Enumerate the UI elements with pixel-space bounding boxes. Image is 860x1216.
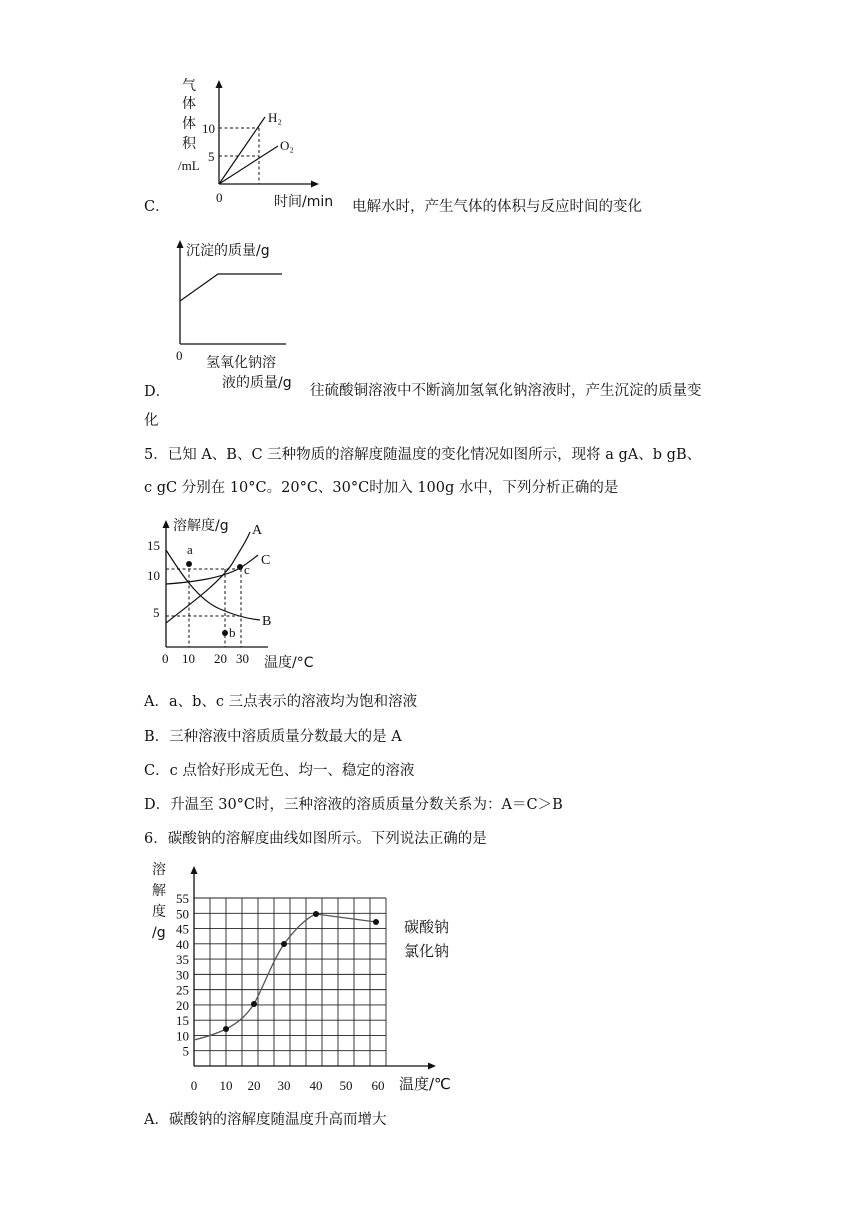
x-tick-label: 50 (339, 1078, 353, 1093)
y-label-char-1: 溶 (152, 862, 166, 878)
y-tick-label: 55 (176, 891, 189, 906)
h2-line (219, 117, 265, 184)
y-label-char-2: 解 (152, 883, 166, 899)
ytick-5: 5 (153, 605, 160, 620)
curve-b-label: B (262, 614, 272, 629)
solubility-curve (194, 914, 376, 1040)
q5-option-c: C．c 点恰好形成无色、均一、稳定的溶液 (144, 763, 415, 779)
q5-stem-1: 5．已知 A、B、C 三种物质的溶解度随温度的变化情况如图所示，现将 a gA、b gB、 (144, 447, 702, 463)
x-tick-label: 0 (190, 1078, 198, 1093)
curve-c-label: C (261, 553, 271, 568)
x-tick-label: 60 (371, 1078, 385, 1093)
y-tick-label: 40 (176, 936, 189, 952)
y-tick-labels (176, 891, 189, 1059)
h2-label: H₂ (268, 110, 282, 125)
q5-option-a: A．a、b、c 三点表示的溶液均为饱和溶液 (144, 694, 418, 710)
x-axis-label: 温度/°C (264, 655, 314, 671)
x-axis-label-line1: 氢氧化钠溶 (206, 355, 276, 371)
point-b-label: b (229, 625, 236, 640)
y-axis-arrow (163, 520, 170, 528)
origin-label: 0 (176, 348, 183, 363)
ytick-5: 5 (208, 149, 215, 164)
y-label-char-3: 度 (152, 904, 166, 920)
x-tick-labels (191, 1078, 385, 1093)
data-point-40 (313, 911, 319, 917)
y-label-char-1: 气 (182, 79, 196, 94)
y-tick-label: 35 (176, 952, 189, 968)
y-axis-arrow (216, 80, 223, 88)
o2-label: O₂ (280, 138, 294, 153)
data-point-60 (373, 919, 379, 925)
xtick-30: 30 (236, 651, 249, 666)
x-axis-label: 时间/min (274, 194, 334, 210)
q5-option-d: D．升温至 30°C时，三种溶液的溶质质量分数关系为：A＝C＞B (144, 797, 563, 813)
xtick-20: 20 (214, 651, 227, 666)
q5-stem-2: c gC 分别在 10°C。20°C、30°C时加入 100g 水中，下列分析正确的是 (144, 480, 619, 496)
point-a (186, 561, 192, 567)
sodium-carbonate-chart (140, 858, 470, 1098)
y-axis-arrow (191, 866, 198, 874)
ytick-10: 10 (147, 568, 160, 583)
x-axis-arrow (428, 1063, 436, 1070)
option-c-text: 电解水时，产生气体的体积与反应时间的变化 (352, 199, 642, 215)
curve-a (166, 532, 250, 623)
origin-label: 0 (216, 190, 223, 205)
y-tick-label: 5 (182, 1043, 189, 1059)
q6-stem: 6．碳酸钠的溶解度曲线如图所示。下列说法正确的是 (144, 831, 487, 847)
y-axis-label: 溶解度/g (173, 518, 229, 534)
x-tick-label: 30 (277, 1078, 291, 1093)
y-tick-label: 50 (176, 906, 189, 922)
y-tick-label: 15 (176, 1013, 189, 1029)
y-tick-label: 20 (176, 997, 189, 1013)
q6-option-a: A．碳酸钠的溶解度随温度升高而增大 (144, 1112, 387, 1128)
ytick-10: 10 (202, 121, 215, 136)
data-point-10 (223, 1026, 229, 1032)
point-a-label: a (187, 542, 193, 557)
q5-option-b: B．三种溶液中溶质质量分数最大的是 A (144, 729, 402, 745)
y-label-char-4: 积 (182, 137, 196, 152)
x-tick-label: 10 (219, 1078, 233, 1093)
y-tick-label: 25 (176, 982, 189, 998)
electrolysis-chart (170, 72, 350, 214)
point-c-label: c (244, 562, 250, 577)
chart-grid (194, 898, 386, 1066)
precipitate-curve (180, 274, 282, 301)
ytick-15: 15 (147, 538, 160, 553)
data-point-20 (251, 1001, 257, 1007)
point-b (222, 630, 228, 636)
precipitate-chart (168, 234, 296, 394)
option-c-label: C． (144, 199, 170, 215)
y-tick-label: 30 (176, 967, 189, 983)
point-c (237, 564, 243, 570)
x-axis-label: 温度/℃ (399, 1075, 451, 1093)
x-tick-label: 40 (309, 1078, 323, 1093)
y-label-char-2: 体 (182, 97, 196, 112)
y-label-unit: /g (152, 925, 166, 941)
x-axis-arrow (311, 181, 319, 188)
xtick-0: 0 (162, 651, 169, 666)
y-label-unit: /mL (178, 158, 200, 173)
legend-sodium-chloride: 氯化钠 (404, 942, 450, 960)
legend-sodium-carbonate: 碳酸钠 (404, 918, 450, 936)
xtick-10: 10 (182, 651, 195, 666)
curve-a-label: A (252, 523, 263, 538)
option-d-text-1: 往硫酸铜溶液中不断滴加氢氧化钠溶液时，产生沉淀的质量变 (310, 383, 702, 399)
o2-line (219, 146, 278, 184)
y-axis-label: 沉淀的质量/g (186, 243, 270, 259)
solubility-abc-chart (140, 512, 330, 672)
option-d-label: D． (144, 384, 171, 400)
option-d-text-2: 化 (144, 413, 159, 429)
y-tick-label: 10 (176, 1028, 189, 1044)
x-tick-label: 20 (247, 1078, 261, 1093)
y-axis-arrow (177, 240, 184, 248)
data-point-30 (281, 941, 287, 947)
y-tick-label: 45 (176, 921, 189, 937)
x-axis-label-line2: 液的质量/g (222, 375, 292, 391)
y-label-char-3: 体 (182, 117, 196, 132)
